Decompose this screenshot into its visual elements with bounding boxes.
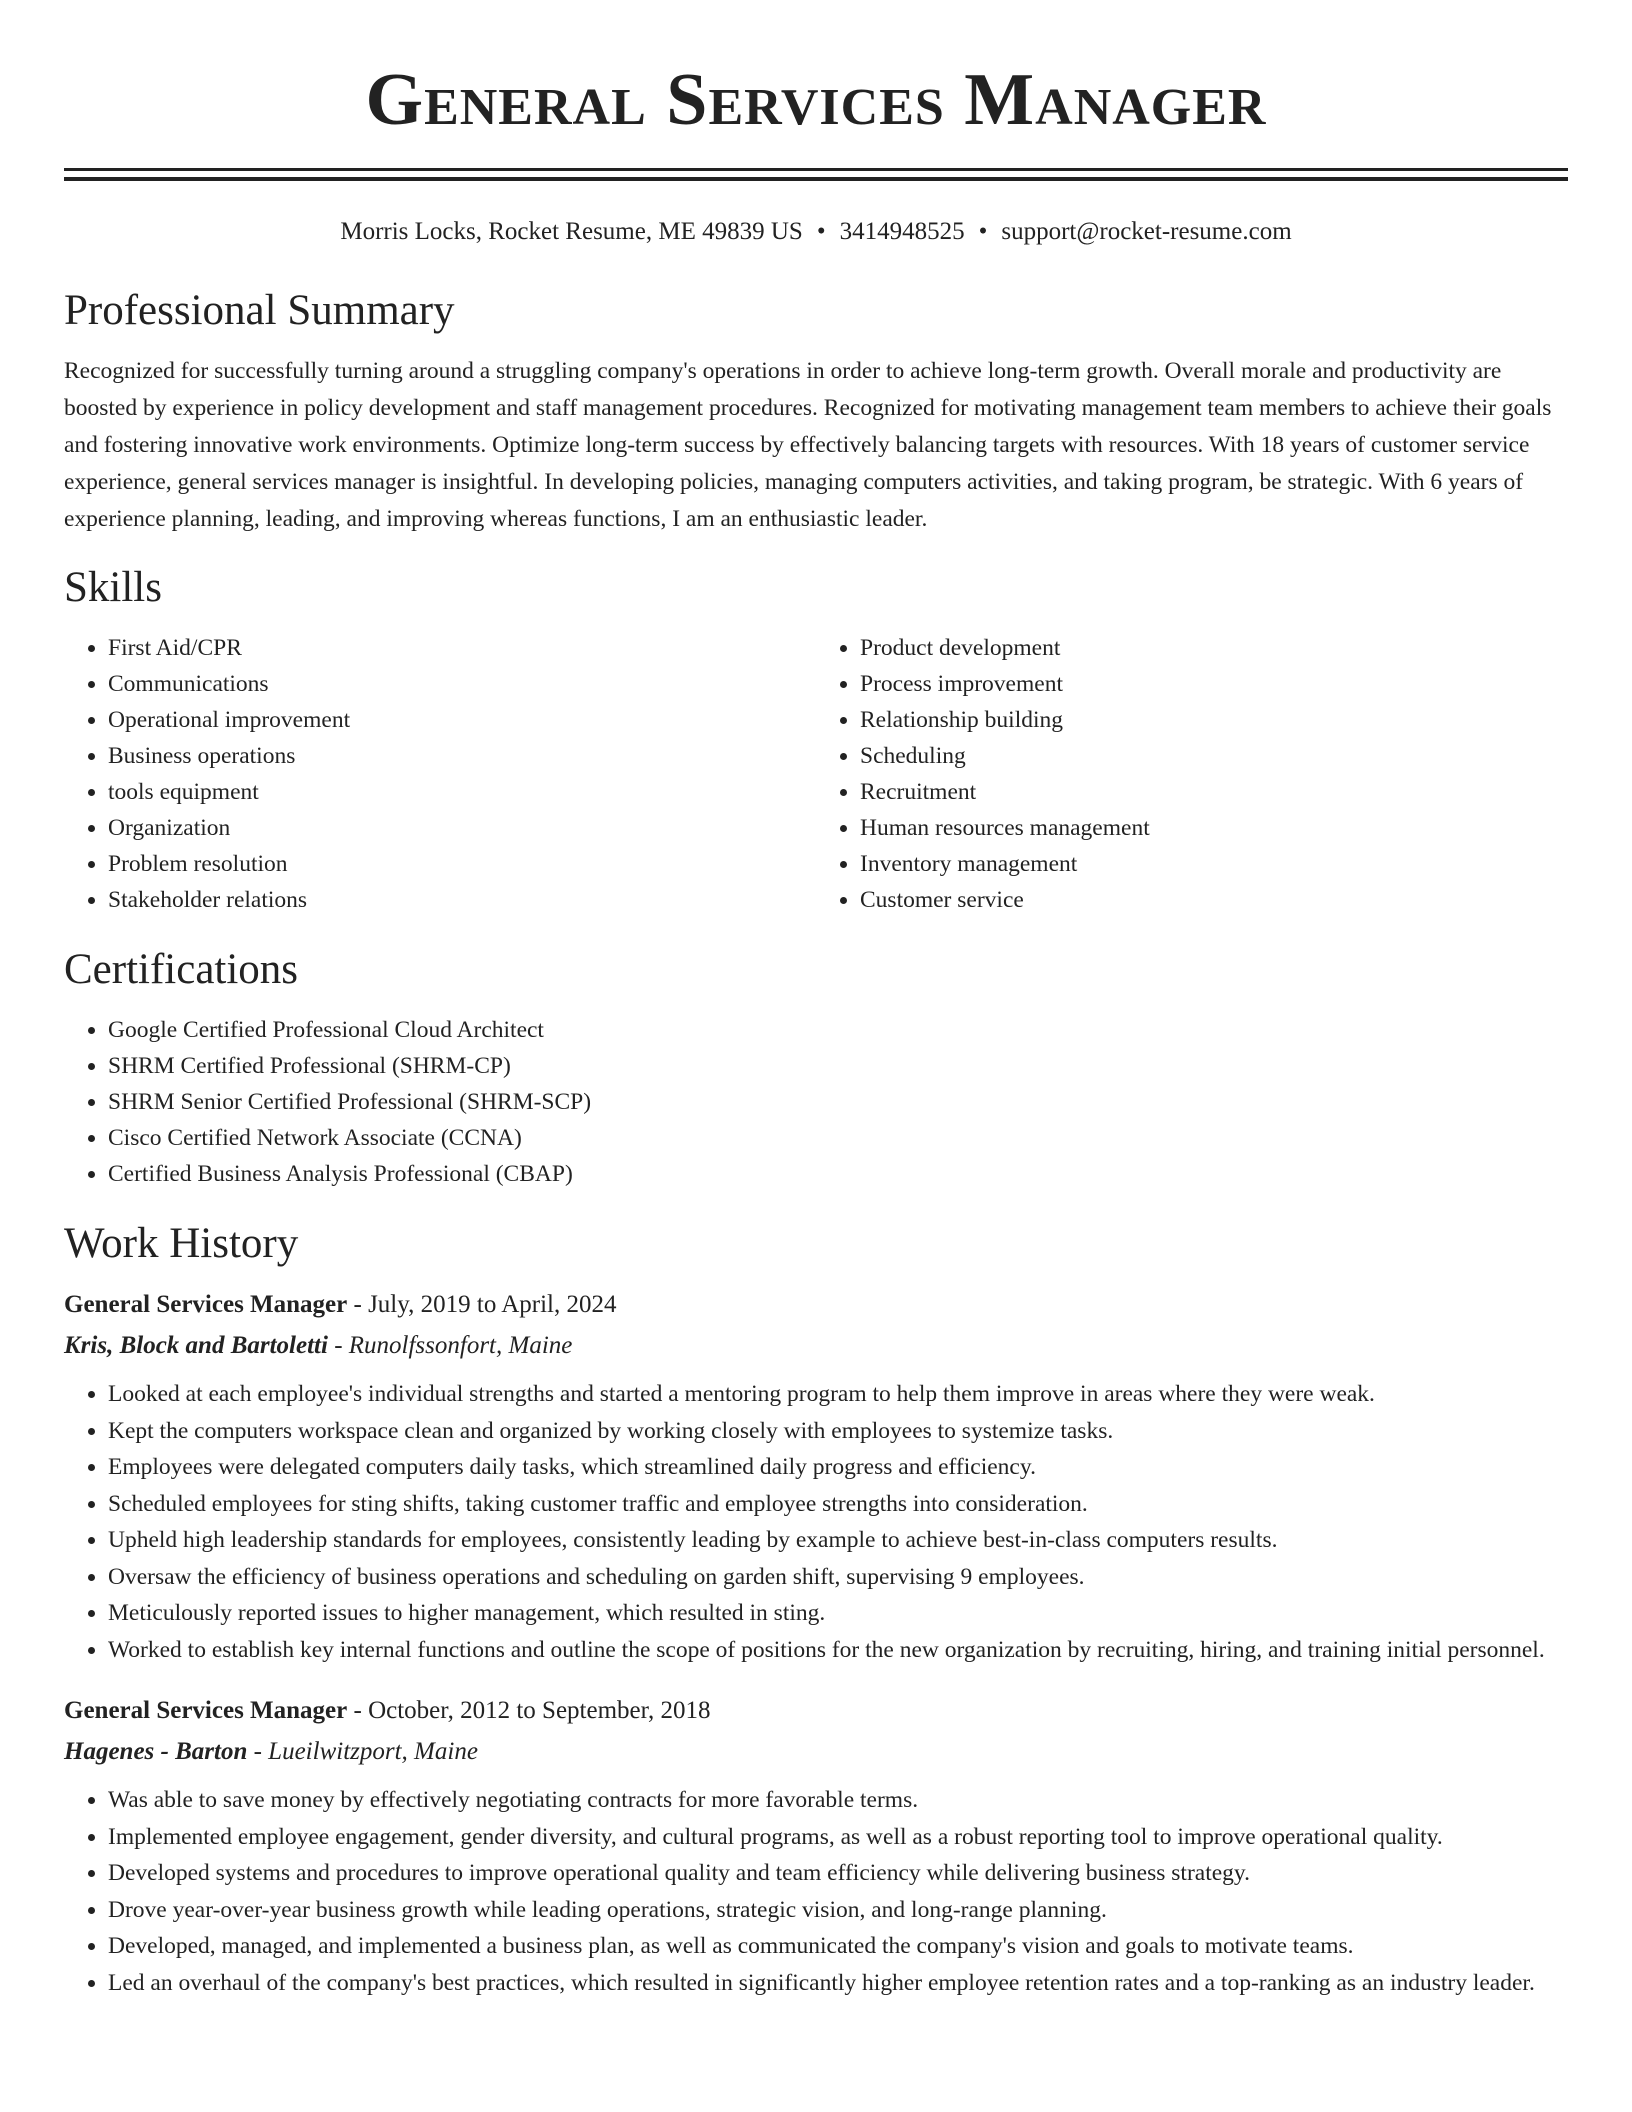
contact-email: support@rocket-resume.com xyxy=(1001,218,1292,245)
job-location: - Runolfssonfort, Maine xyxy=(327,1332,573,1359)
job-bullet: • Scheduled employees for sting shifts, taking customer traffic and employee strengths into consideration. xyxy=(108,1486,1568,1523)
job-bullet: • Looked at each employee's individual strengths and started a mentoring program to help them improve in areas where they were weak. xyxy=(108,1376,1568,1413)
job-bullets xyxy=(64,1376,1568,1668)
summary-text: Recognized for successfully turning around a struggling company's operations in order to achieve long-term growth. Overall morale and productivity are boosted by experience in policy development and staff management procedures. Recognized for motivating management team members to achieve their goals and fostering innovative work environments. Optimize long-term success by effectively balancing targets with resources. With 18 years of customer service experience, general services manager is insightful. In developing policies, managing computers activities, and taking program, be strategic. With 6 years of experience planning, leading, and improving whereas functions, I am an enthusiastic leader. xyxy=(64,358,1552,532)
skill-item: • Problem resolution xyxy=(108,846,816,882)
certifications-list xyxy=(64,1012,1568,1192)
job-bullet: • Employees were delegated computers daily tasks, which streamlined daily progress and efficiency. xyxy=(108,1449,1568,1486)
skill-item: • Customer service xyxy=(860,882,1568,918)
job-title-line xyxy=(64,1286,1568,1324)
header-rule xyxy=(64,168,1568,181)
skill-item: • Stakeholder relations xyxy=(108,882,816,918)
contact-separator: • xyxy=(816,218,826,245)
job-bullet: • Was able to save money by effectively negotiating contracts for more favorable terms. xyxy=(108,1782,1568,1819)
job-bullets xyxy=(64,1782,1568,2001)
job-location: - Lueilwitzport, Maine xyxy=(247,1738,478,1765)
skill-item: • Scheduling xyxy=(860,738,1568,774)
job-bullet: • Meticulously reported issues to higher management, which resulted in sting. xyxy=(108,1595,1568,1632)
contact-separator: • xyxy=(978,218,988,245)
skill-item: • Operational improvement xyxy=(108,702,816,738)
job-bullet: • Worked to establish key internal functions and outline the scope of positions for the new organization by recruiting, hiring, and training initial personnel. xyxy=(108,1632,1568,1669)
job-company: Hagenes - Barton xyxy=(64,1738,248,1765)
contact-line xyxy=(64,215,1568,249)
skill-item: • tools equipment xyxy=(108,774,816,810)
certification-item: • Certified Business Analysis Professional (CBAP) xyxy=(108,1156,1568,1192)
work-history-heading: Work History xyxy=(64,1220,299,1267)
certifications-heading: Certifications xyxy=(64,946,299,993)
skill-item: • Organization xyxy=(108,810,816,846)
job-bullet: • Oversaw the efficiency of business operations and scheduling on garden shift, supervising 9 employees. xyxy=(108,1559,1568,1596)
job-title: General Services Manager xyxy=(64,1697,348,1724)
job-company-line xyxy=(64,1326,1568,1366)
job-bullet: • Drove year-over-year business growth while leading operations, strategic vision, and long-range planning. xyxy=(108,1892,1568,1929)
skills-heading: Skills xyxy=(64,564,162,611)
skills-columns xyxy=(64,630,1568,918)
skill-item: • Communications xyxy=(108,666,816,702)
contact-address: Morris Locks, Rocket Resume, ME 49839 US xyxy=(340,218,803,245)
certification-item: • Google Certified Professional Cloud Architect xyxy=(108,1012,1568,1048)
job-bullet: • Implemented employee engagement, gender diversity, and cultural programs, as well as a robust reporting tool to improve operational quality. xyxy=(108,1819,1568,1856)
contact-phone: 3414948525 xyxy=(839,218,965,245)
job-bullet: • Upheld high leadership standards for employees, consistently leading by example to achieve best-in-class computers results. xyxy=(108,1522,1568,1559)
skill-item: • Inventory management xyxy=(860,846,1568,882)
job-title-line xyxy=(64,1692,1568,1730)
skill-item: • Product development xyxy=(860,630,1568,666)
summary-heading: Professional Summary xyxy=(64,287,455,334)
certification-item: • Cisco Certified Network Associate (CCNA) xyxy=(108,1120,1568,1156)
skill-item: • First Aid/CPR xyxy=(108,630,816,666)
skills-list-right xyxy=(816,630,1568,918)
job-bullet: • Led an overhaul of the company's best practices, which resulted in significantly higher employee retention rates and a top-ranking as an industry leader. xyxy=(108,1965,1568,2002)
resume-name: General Services Manager xyxy=(365,59,1267,141)
skills-list-left xyxy=(64,630,816,918)
job-bullet: • Developed, managed, and implemented a business plan, as well as communicated the company's vision and goals to motivate teams. xyxy=(108,1928,1568,1965)
job-dates: - October, 2012 to September, 2018 xyxy=(347,1697,711,1724)
skill-item: • Human resources management xyxy=(860,810,1568,846)
job-bullet: • Kept the computers workspace clean and organized by working closely with employees to systemize tasks. xyxy=(108,1413,1568,1450)
job-bullet: • Developed systems and procedures to improve operational quality and team efficiency while delivering business strategy. xyxy=(108,1855,1568,1892)
job-entry xyxy=(64,1692,1568,2001)
certification-item: • SHRM Certified Professional (SHRM-CP) xyxy=(108,1048,1568,1084)
job-company-line xyxy=(64,1732,1568,1772)
certification-item: • SHRM Senior Certified Professional (SHRM-SCP) xyxy=(108,1084,1568,1120)
skill-item: • Relationship building xyxy=(860,702,1568,738)
job-title: General Services Manager xyxy=(64,1291,348,1318)
job-company: Kris, Block and Bartoletti xyxy=(64,1332,328,1359)
skill-item: • Process improvement xyxy=(860,666,1568,702)
job-dates: - July, 2019 to April, 2024 xyxy=(347,1291,617,1318)
job-entry xyxy=(64,1286,1568,1668)
skill-item: • Recruitment xyxy=(860,774,1568,810)
skill-item: • Business operations xyxy=(108,738,816,774)
